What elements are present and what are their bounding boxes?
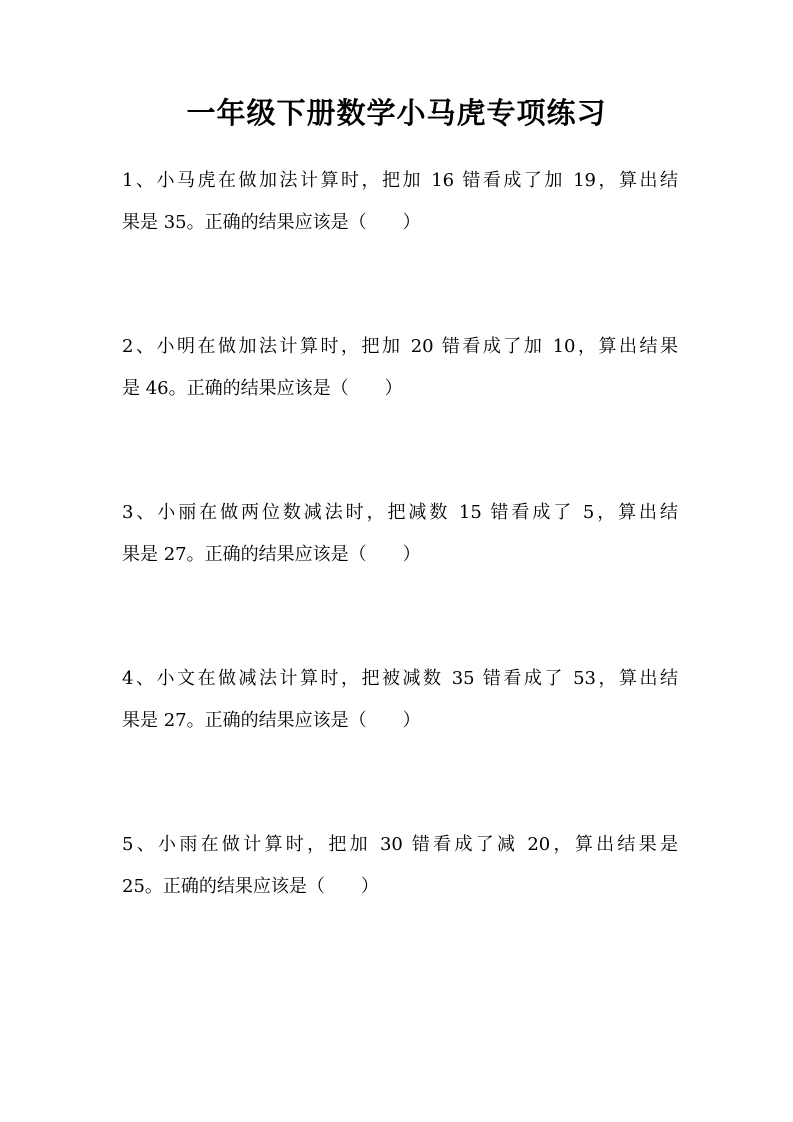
question-3-line-1: 3、小丽在做两位数减法时，把减数 15 错看成了 5，算出结 — [122, 502, 678, 523]
question-5-line-1: 5、小雨在做计算时，把加 30 错看成了减 20，算出结果是 — [122, 834, 678, 855]
question-4-line-2: 果是 27。正确的结果应该是（ ） — [122, 710, 421, 731]
question-1-line-1: 1、小马虎在做加法计算时，把加 16 错看成了加 19，算出结 — [122, 170, 678, 191]
question-3 — [122, 492, 678, 576]
question-2 — [122, 326, 678, 410]
question-2-line-2: 是 46。正确的结果应该是（ ） — [122, 378, 403, 399]
page-title: 一年级下册数学小马虎专项练习 — [186, 96, 607, 130]
question-5 — [122, 824, 678, 908]
question-1 — [122, 160, 678, 244]
question-4-line-1: 4、小文在做减法计算时，把被减数 35 错看成了 53，算出结 — [122, 668, 678, 689]
question-5-line-2: 25。正确的结果应该是（ ） — [122, 876, 379, 897]
question-4 — [122, 658, 678, 742]
question-1-line-2: 果是 35。正确的结果应该是（ ） — [122, 212, 421, 233]
question-2-line-1: 2、小明在做加法计算时，把加 20 错看成了加 10，算出结果 — [122, 336, 678, 357]
question-3-line-2: 果是 27。正确的结果应该是（ ） — [122, 544, 421, 565]
